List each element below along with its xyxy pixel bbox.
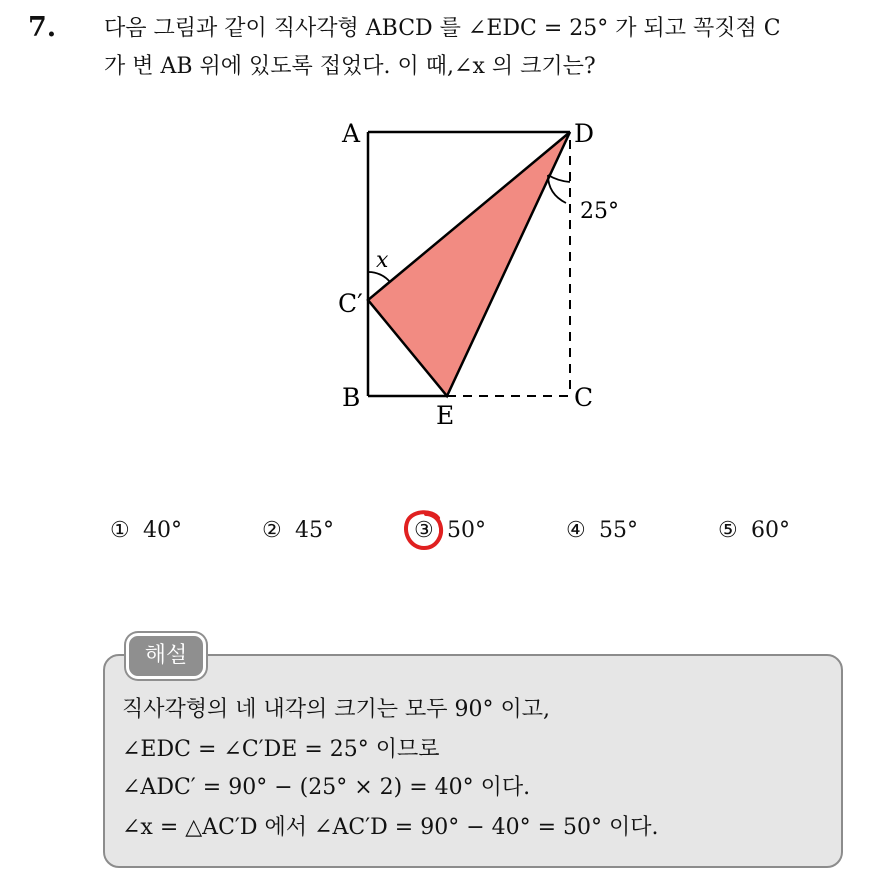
choice-4-text: 55°: [599, 518, 638, 543]
folded-triangle: [368, 132, 570, 396]
answer-circle-mark: [402, 508, 446, 552]
choice-3-text: 50°: [447, 518, 486, 543]
label-e: E: [436, 401, 455, 430]
solution-line-4: ∠x = △AC′D 에서 ∠AC′D = 90° − 40° = 50° 이다.: [122, 815, 659, 840]
label-c: C: [574, 383, 594, 412]
choice-1-number: ①: [110, 518, 130, 543]
solution-line-3: ∠ADC′ = 90° − (25° × 2) = 40° 이다.: [122, 775, 531, 800]
label-x: x: [376, 248, 389, 273]
solution-line-1: 직사각형의 네 내각의 크기는 모두 90° 이고,: [122, 697, 550, 722]
question-text-line-2: 가 변 AB 위에 있도록 접었다. 이 때,∠x 의 크기는?: [104, 54, 596, 79]
choice-3-number: ③: [414, 518, 434, 543]
choice-5-text: 60°: [751, 518, 790, 543]
choice-4[interactable]: [566, 518, 638, 543]
label-angle: 25°: [580, 199, 619, 224]
label-a: A: [342, 119, 361, 148]
choice-2[interactable]: [262, 518, 334, 543]
choice-2-text: 45°: [295, 518, 334, 543]
label-c-prime: C′: [338, 289, 363, 318]
solution-line-2: ∠EDC = ∠C′DE = 25° 이므로: [122, 737, 440, 762]
question-text-line-1: 다음 그림과 같이 직사각형 ABCD 를 ∠EDC = 25° 가 되고 꼭짓점 C: [104, 16, 781, 41]
choice-2-number: ②: [262, 518, 282, 543]
question-number: 7.: [28, 12, 57, 43]
angle-arc-25: [548, 175, 570, 182]
label-d: D: [574, 119, 595, 148]
choice-4-number: ④: [566, 518, 586, 543]
choice-1[interactable]: [110, 518, 182, 543]
choice-5-number: ⑤: [718, 518, 738, 543]
angle-arc-x: [368, 272, 390, 282]
label-b: B: [342, 383, 361, 412]
choice-5[interactable]: [718, 518, 790, 543]
choice-1-text: 40°: [143, 518, 182, 543]
geometry-figure: [320, 110, 640, 440]
solution-tag: 해설: [126, 633, 206, 679]
